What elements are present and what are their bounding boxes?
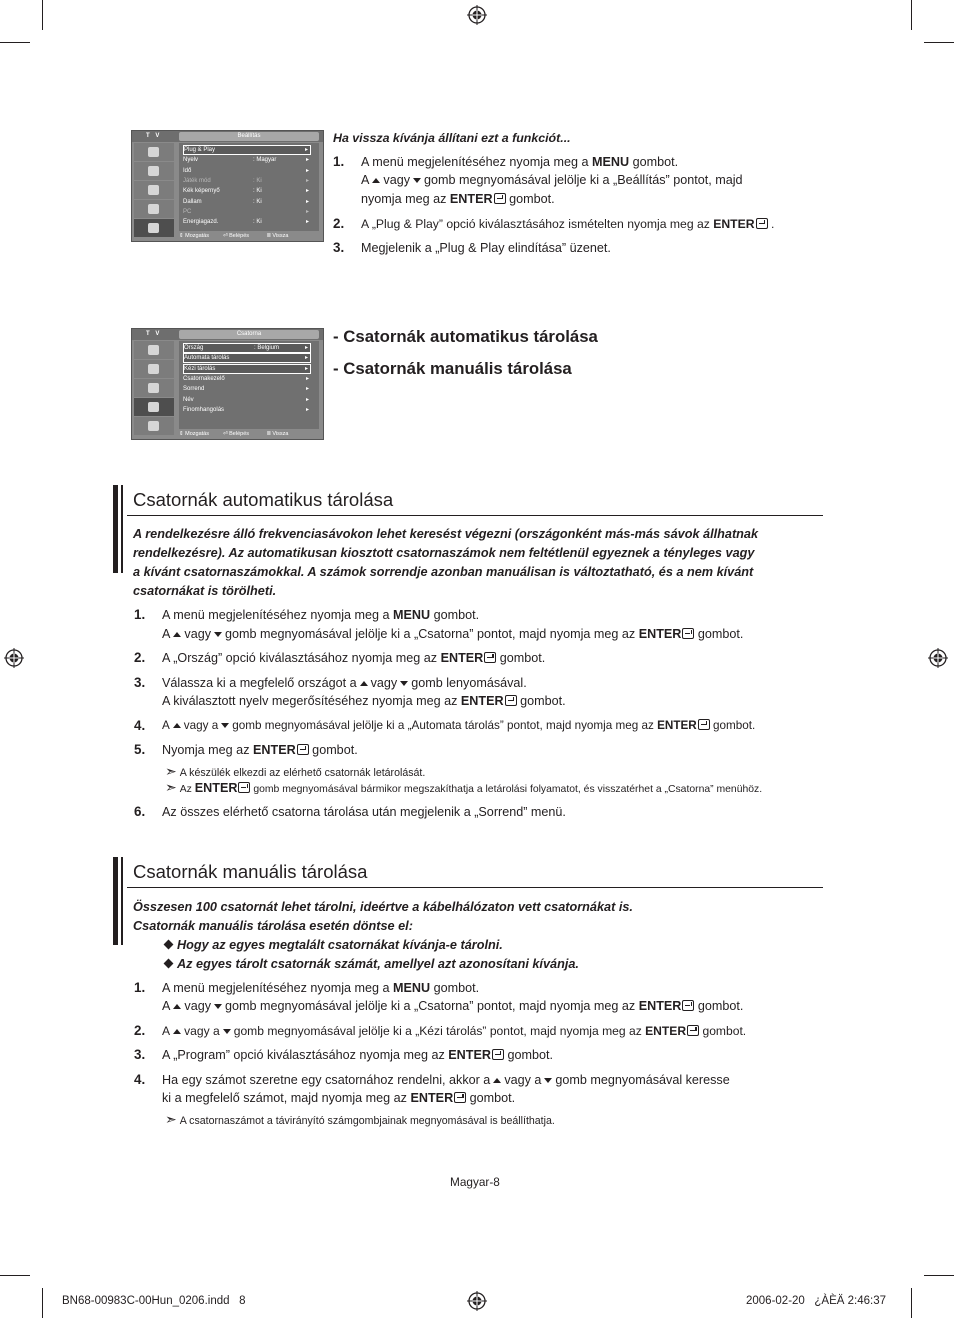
- menu-row[interactable]: [183, 166, 311, 176]
- reset-step1-line2: A vagy gomb megnyomásával jelölje ki a „Beállítás” pontot, majd: [361, 173, 743, 187]
- manual-step2: A vagy a gomb megnyomásával jelölje ki a „Kézi tárolás” pontot, majd nyomja meg az ENTER gombot.: [162, 1024, 747, 1038]
- enter-icon: [297, 744, 309, 755]
- menu-row-arrow-icon: ▸: [305, 188, 309, 195]
- auto-step1-line1: A menü megjelenítéséhez nyomja meg a MENU gombot.: [162, 608, 480, 622]
- menu-row-label: Automata tárolás: [184, 355, 230, 362]
- tv-label: T V: [146, 331, 162, 337]
- menu-row-label: Játék mód: [183, 177, 211, 184]
- registration-mark-icon: [4, 648, 24, 668]
- enter-icon: [756, 218, 768, 229]
- menu-row-label: Név: [183, 396, 194, 403]
- menu-row-label: Sorrend: [183, 386, 205, 393]
- step-number: 3.: [134, 1047, 146, 1062]
- note-arrow-icon: ➣: [165, 779, 177, 795]
- enter-icon: [682, 628, 694, 639]
- footer-back: Ⅲ Vissza: [267, 431, 289, 437]
- up-arrow-icon: [173, 1029, 181, 1034]
- manual-step3: A „Program” opció kiválasztásához nyomja meg az ENTER gombot.: [162, 1048, 553, 1062]
- menu-row-label: Nyelv: [183, 157, 199, 164]
- crop-mark: [924, 42, 954, 43]
- menu-row[interactable]: [183, 217, 311, 227]
- auto-step3-line1: Válassza ki a megfelelő országot a vagy gomb lenyomásával.: [162, 676, 527, 690]
- menu-row-label: Idő: [183, 167, 192, 174]
- menu-row-label: Dallam: [183, 198, 202, 205]
- auto-step6: Az összes elérhető csatorna tárolása után megjelenik a „Sorrend” menü.: [162, 805, 566, 819]
- step-number: 3.: [333, 240, 345, 255]
- auto-intro: A rendelkezésre álló frekvenciasávokon lehet keresést végezni (országonként más-más sávok állhatnak: [133, 527, 759, 541]
- crop-mark: [924, 1275, 954, 1276]
- down-arrow-icon: [223, 1029, 231, 1034]
- enter-icon: [698, 719, 710, 730]
- menu-row-label: Csatornakezelő: [183, 375, 225, 382]
- manual-step4-line2: ki a megfelelő számot, majd nyomja meg az ENTER gombot.: [162, 1091, 516, 1105]
- crop-mark: [0, 1275, 30, 1276]
- sound-menu-icon: [134, 162, 174, 180]
- menu-row[interactable]: [183, 364, 311, 374]
- reset-step1-line1: A menü megjelenítéséhez nyomja meg a MENU gombot.: [361, 155, 679, 169]
- up-arrow-icon: [360, 681, 368, 686]
- auto-step1-line2: A vagy gomb megnyomásával jelölje ki a „Csatorna” pontot, majd nyomja meg az ENTER gombot.: [162, 627, 744, 641]
- menu-row[interactable]: [183, 405, 311, 415]
- menu-row[interactable]: [183, 353, 311, 363]
- down-arrow-icon: [214, 632, 222, 637]
- up-arrow-icon: [173, 1004, 181, 1009]
- menu-row-arrow-icon: ▸: [304, 345, 308, 351]
- note-arrow-icon: ➣: [165, 1111, 177, 1127]
- step-number: 1.: [333, 154, 345, 169]
- footer-back: Ⅲ Vissza: [267, 233, 289, 239]
- auto-intro: csatornákat is törölheti.: [133, 584, 277, 598]
- menu-row-value: : Ki: [253, 219, 262, 226]
- auto-step5: Nyomja meg az ENTER gombot.: [162, 743, 358, 757]
- menu-row-arrow-icon: ▸: [305, 157, 309, 164]
- auto-intro: rendelkezésre). Az automatikusan kiosztott csatornaszámok nem feltétlenül egyeznek a tényleges vagy: [133, 546, 755, 560]
- registration-mark-icon: [928, 648, 948, 668]
- auto-intro: a kívánt csatornaszámokkal. A számok sorrendje azonban manuálisan is változtatható, és a nem kívánt: [133, 565, 754, 579]
- menu-row[interactable]: [183, 155, 311, 165]
- reset-step1-line3: nyomja meg az ENTER gombot.: [361, 192, 555, 206]
- footer-move: ⇕ Mozgatás: [179, 233, 209, 239]
- menu-row-label: Finomhangolás: [183, 406, 225, 413]
- menu-row[interactable]: [183, 176, 311, 186]
- note-arrow-icon: ➣: [165, 763, 177, 779]
- up-arrow-icon: [173, 723, 181, 728]
- crop-mark: [42, 1288, 43, 1318]
- enter-icon: [682, 1000, 694, 1011]
- step-number: 2.: [134, 650, 146, 665]
- menu-row[interactable]: [183, 197, 311, 207]
- up-arrow-icon: [372, 178, 380, 183]
- tv-label: T V: [146, 133, 162, 139]
- manual-bullet: Hogy az egyes megtalált csatornákat kívánja-e tárolni.: [162, 937, 503, 953]
- menu-row-arrow-icon: ▸: [304, 365, 308, 372]
- menu-row[interactable]: [183, 384, 311, 394]
- crop-mark: [42, 0, 43, 30]
- menu-title: Beállítás: [179, 132, 319, 141]
- menu-row-arrow-icon: ▸: [304, 147, 308, 153]
- down-arrow-icon: [214, 1004, 222, 1009]
- menu-row-arrow-icon: ▸: [305, 177, 309, 184]
- setup-menu-icon: [134, 398, 174, 416]
- topic-heading-auto: - Csatornák automatikus tárolása: [333, 327, 598, 346]
- step-number: 4.: [134, 1072, 146, 1087]
- down-arrow-icon: [413, 178, 421, 183]
- enter-icon: [505, 695, 517, 706]
- section-title: Csatornák automatikus tárolása: [133, 489, 394, 510]
- tv-menu-setup-screenshot: [131, 130, 324, 242]
- up-arrow-icon: [173, 632, 181, 637]
- step-number: 2.: [134, 1023, 146, 1038]
- crop-mark: [0, 42, 30, 43]
- down-arrow-icon: [544, 1078, 552, 1083]
- menu-row-arrow-icon: ▸: [305, 396, 309, 403]
- auto-step4: A vagy a gomb megnyomásával jelölje ki a „Automata tárolás” pontot, majd nyomja meg az ENTER gombot.: [162, 719, 756, 732]
- menu-title: Csatorna: [179, 330, 319, 339]
- channel-menu-icon: [134, 181, 174, 199]
- menu-row-label: Kézi tárolás: [184, 365, 216, 372]
- enter-icon: [238, 782, 250, 793]
- menu-row-value: : Ki: [253, 177, 262, 184]
- manual-step4-line1: Ha egy számot szeretne egy csatornához rendelni, akkor a vagy a gomb megnyomásával keresse: [162, 1073, 730, 1087]
- registration-mark-icon: [467, 1291, 487, 1311]
- crop-mark: [911, 1288, 912, 1318]
- sound-menu-icon: [134, 360, 174, 378]
- reset-step3: Megjelenik a „Plug & Play elindítása” üzenet.: [361, 241, 611, 255]
- section-rule: [127, 515, 823, 516]
- reset-step2: A „Plug & Play” opció kiválasztásához ismételten nyomja meg az ENTER .: [361, 217, 775, 231]
- footer-filename: BN68-00983C-00Hun_0206.indd 8: [62, 1295, 246, 1307]
- diamond-bullet-icon: [164, 959, 174, 969]
- enter-icon: [687, 1025, 699, 1036]
- manual-bullet: Az egyes tárolt csatornák számát, amellyel azt azonosítani kívánja.: [162, 956, 579, 972]
- section-bar: [121, 857, 123, 945]
- section-bar: [113, 857, 118, 945]
- manual-step1-line2: A vagy gomb megnyomásával jelölje ki a „Csatorna” pontot, majd nyomja meg az ENTER gombot.: [162, 999, 744, 1013]
- step-number: 1.: [134, 607, 146, 622]
- crop-mark: [911, 0, 912, 30]
- menu-row-label: Kék képernyő: [183, 188, 220, 195]
- menu-row-arrow-icon: ▸: [305, 406, 309, 413]
- auto-step2: A „Ország” opció kiválasztásához nyomja meg az ENTER gombot.: [162, 651, 546, 665]
- menu-row[interactable]: [183, 186, 311, 196]
- up-arrow-icon: [493, 1078, 501, 1083]
- footer-enter: ⏎ Belépés: [223, 431, 250, 437]
- reset-heading: Ha vissza kívánja állítani ezt a funkciót...: [333, 131, 571, 145]
- auto-note1: ➣ A készülék elkezdi az elérhető csatornák letárolását.: [165, 763, 426, 779]
- step-number: 5.: [134, 742, 146, 757]
- menu-row-arrow-icon: ▸: [305, 219, 309, 226]
- menu-row[interactable]: [183, 207, 311, 217]
- input-menu-icon: [134, 219, 174, 237]
- section-rule: [127, 887, 823, 888]
- step-number: 4.: [134, 718, 146, 733]
- step-number: 1.: [134, 980, 146, 995]
- menu-row[interactable]: [183, 145, 311, 155]
- section-bar: [113, 485, 118, 573]
- step-number: 2.: [333, 216, 345, 231]
- menu-row-arrow-icon: ▸: [305, 167, 309, 174]
- setup-menu-icon: [134, 200, 174, 218]
- menu-row-arrow-icon: ▸: [305, 208, 309, 215]
- manual-intro: Csatornák manuális tárolása esetén döntse el:: [133, 919, 413, 933]
- auto-step3-line2: A kiválasztott nyelv megerősítéséhez nyomja meg az ENTER gombot.: [162, 694, 566, 708]
- step-number: 3.: [134, 675, 146, 690]
- footer-enter: ⏎ Belépés: [223, 233, 250, 239]
- input-menu-icon: [134, 417, 174, 435]
- menu-row-label: Plug & Play: [184, 147, 216, 153]
- channel-menu-icon: [134, 379, 174, 397]
- footer-timestamp: 2006-02-20 ¿ÀÈÄ 2:46:37: [746, 1295, 887, 1307]
- picture-menu-icon: [134, 341, 174, 359]
- tv-menu-channel-screenshot: [131, 328, 324, 440]
- down-arrow-icon: [221, 723, 229, 728]
- menu-row-value: : Magyar: [253, 157, 277, 164]
- footer-move: ⇕ Mozgatás: [179, 431, 209, 437]
- menu-row-arrow-icon: ▸: [304, 355, 308, 362]
- menu-row-value: : Ki: [253, 188, 262, 195]
- enter-icon: [454, 1092, 466, 1103]
- manual-note: ➣ A csatornaszámot a távirányító számgombjainak megnyomásával is beállíthatja.: [165, 1111, 555, 1127]
- manual-intro: Összesen 100 csatornát lehet tárolni, ideértve a kábelhálózaton vett csatornákat is.: [133, 900, 633, 914]
- manual-step1-line1: A menü megjelenítéséhez nyomja meg a MENU gombot.: [162, 981, 480, 995]
- auto-note2: ➣ Az ENTER gomb megnyomásával bármikor megszakíthatja a letárolási folyamatot, és visszatérhet a „Csatorna” menühöz.: [165, 779, 763, 795]
- topic-heading-manual: - Csatornák manuális tárolása: [333, 359, 572, 378]
- registration-mark-icon: [467, 5, 487, 25]
- enter-icon: [484, 652, 496, 663]
- menu-row[interactable]: [183, 343, 311, 353]
- menu-row-label: Ország: [184, 345, 204, 351]
- step-number: 6.: [134, 804, 146, 819]
- menu-row[interactable]: [183, 395, 311, 405]
- section-title: Csatornák manuális tárolása: [133, 861, 368, 882]
- menu-row-arrow-icon: ▸: [305, 198, 309, 205]
- menu-row-label: Energiagazd.: [183, 219, 219, 226]
- diamond-bullet-icon: [164, 940, 174, 950]
- section-bar: [121, 485, 123, 573]
- picture-menu-icon: [134, 143, 174, 161]
- menu-row[interactable]: [183, 374, 311, 384]
- menu-row-label: PC: [183, 208, 192, 215]
- menu-row-arrow-icon: ▸: [305, 386, 309, 393]
- menu-row-value: : Belgium: [254, 345, 280, 351]
- down-arrow-icon: [400, 681, 408, 686]
- page-number: Magyar-8: [450, 1175, 500, 1189]
- enter-icon: [492, 1049, 504, 1060]
- menu-row-value: : Ki: [253, 198, 262, 205]
- enter-icon: [494, 193, 506, 204]
- menu-row-arrow-icon: ▸: [305, 375, 309, 382]
